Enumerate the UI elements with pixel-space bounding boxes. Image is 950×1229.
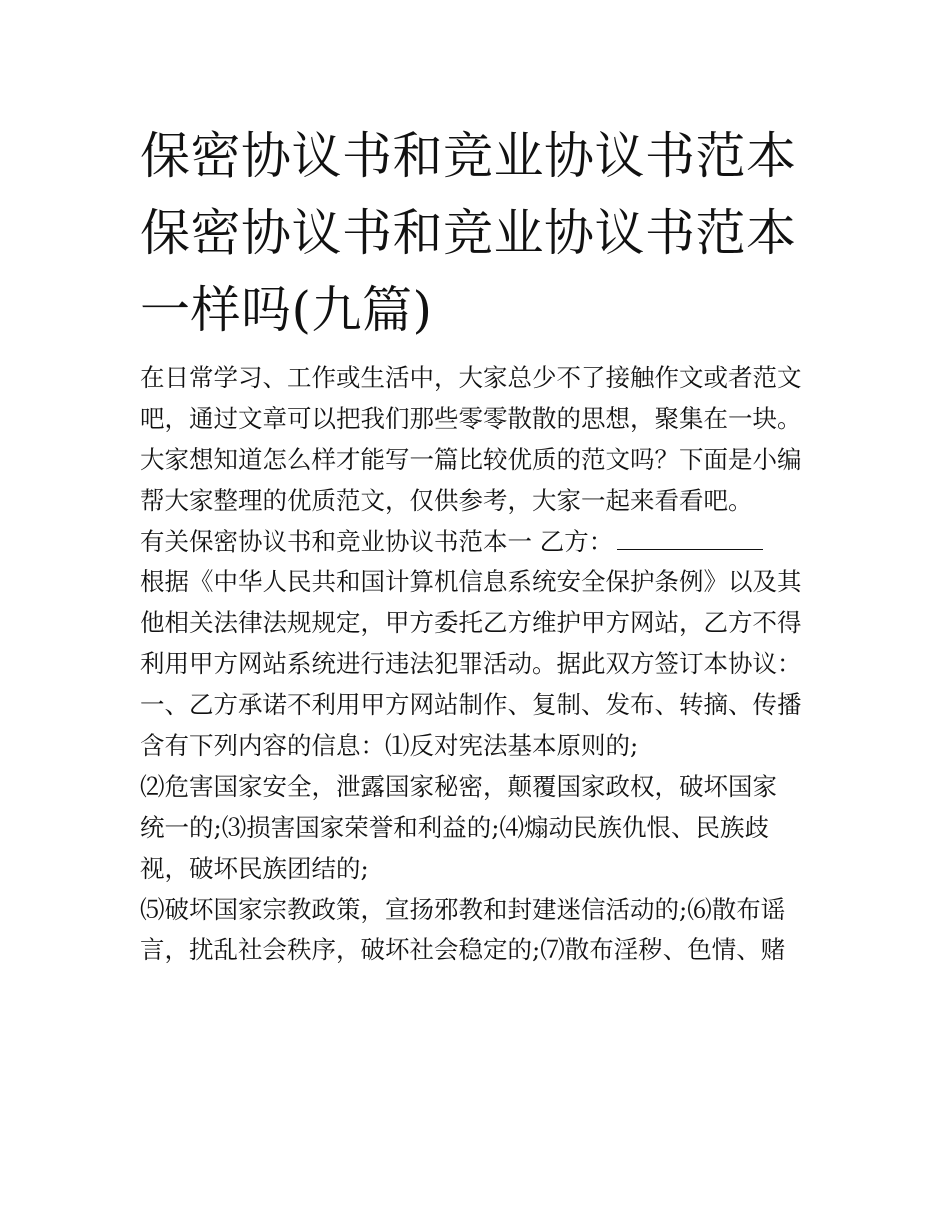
party-b-blank bbox=[617, 527, 763, 550]
paragraph-line: 他相关法律法规规定，甲方委托乙方维护甲方网站，乙方不得 bbox=[140, 608, 802, 638]
party-b-line bbox=[140, 522, 820, 563]
document-title bbox=[140, 118, 820, 349]
paragraph-line: 帮大家整理的优质范文，仅供参考，大家一起来看看吧。 bbox=[140, 485, 753, 515]
title-line: 一样吗(九篇) bbox=[140, 281, 433, 339]
paragraph-line: 含有下列内容的信息：⑴反对宪法基本原则的; bbox=[140, 731, 639, 761]
paragraph-line: 根据《中华人民共和国计算机信息系统安全保护条例》以及其 bbox=[140, 567, 802, 597]
paragraph-line: ⑸破坏国家宗教政策，宣扬邪教和封建迷信活动的;⑹散布谣 bbox=[140, 894, 786, 924]
title-line: 保密协议书和竞业协议书范本 bbox=[140, 127, 797, 185]
paragraph-line: ⑵危害国家安全，泄露国家秘密，颠覆国家政权，破坏国家 bbox=[140, 771, 777, 801]
party-b-label: 有关保密协议书和竞业协议书范本一 乙方： bbox=[140, 526, 614, 556]
paragraph-line: 统一的;⑶损害国家荣誉和利益的;⑷煽动民族仇恨、民族歧 bbox=[140, 812, 770, 842]
paragraph-line: 大家想知道怎么样才能写一篇比较优质的范文吗？下面是小编 bbox=[140, 444, 802, 474]
paragraph-line: 视，破坏民族团结的; bbox=[140, 853, 369, 883]
paragraph-line: 言，扰乱社会秩序，破坏社会稳定的;⑺散布淫秽、色情、赌 bbox=[140, 935, 786, 965]
paragraph-line: 吧，通过文章可以把我们那些零零散散的思想，聚集在一块。 bbox=[140, 403, 802, 433]
paragraph-line: 利用甲方网站系统进行违法犯罪活动。据此双方签订本协议： bbox=[140, 649, 802, 679]
document-body bbox=[140, 358, 820, 971]
paragraph-line: 在日常学习、工作或生活中，大家总少不了接触作文或者范文 bbox=[140, 363, 802, 392]
paragraph-line: 一、乙方承诺不利用甲方网站制作、复制、发布、转摘、传播 bbox=[140, 690, 802, 720]
title-line: 保密协议书和竞业协议书范本 bbox=[140, 204, 797, 262]
